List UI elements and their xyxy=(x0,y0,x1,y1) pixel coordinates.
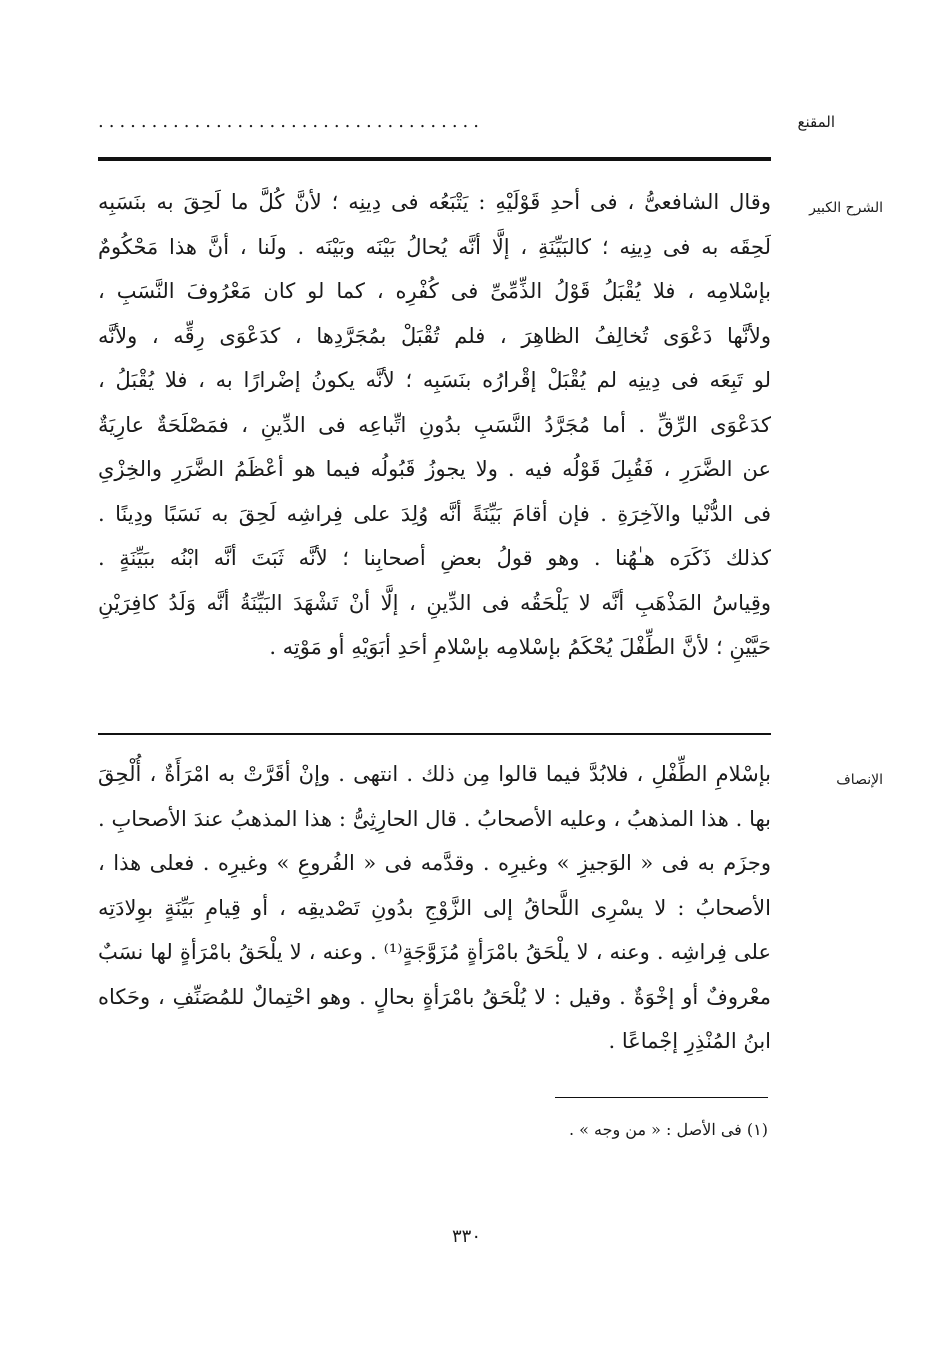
insaf-text-block xyxy=(98,752,771,1064)
section-divider xyxy=(98,733,771,735)
text-line: ولأنَّها دَعْوَى تُخالِفُ الظاهِرَ ، فلم تُقْبَلْ بمُجَرَّدِها ، كدَعْوَى رِقِّه ، ولأنَّه xyxy=(98,323,771,348)
text-line: فى الدُّنْيا والآخِرَةِ . فإن أقامَ بَيِّنَةً أنَّه وُلِدَ على فِراشِه لَحِقَ به نَسَبًا ودِينًا . xyxy=(98,501,771,526)
text-line: ابنُ المُنْذِرِ إجْماعًا . xyxy=(608,1029,771,1053)
text-line: بإسْلامِ الطِّفْلِ ، فلابُدَّ فيما قالوا مِن ذلك . انتهى . وإنْ أقَرَّتْ به امْرَأَةٌ ، أُلْحِقَ xyxy=(98,762,771,786)
page-number: ٣٣٠ xyxy=(451,1226,481,1247)
header-rule xyxy=(98,157,771,161)
text-line: كذلك ذَكَرَه هـٰهُنا . وهو قولُ بعضِ أصحابِنا ؛ لأنَّه ثَبَتَ أنَّه ابْنُه ببَيِّنَةٍ . xyxy=(98,546,771,570)
text-line: الأصحابُ : لا يسْرِى اللَّحاقُ إلى الزَّوْجِ بدُونِ تَصْديقِه ، أو قِيامِ بَيِّنَةٍ بوِلادَتِه xyxy=(98,895,771,920)
section-label-insaf: الإنصاف xyxy=(836,772,883,788)
section-label-sharh: الشرح الكبير xyxy=(809,200,883,216)
text-line: بها . هذا المذهبُ ، وعليه الأصحابُ . قال الحارِثِىُّ : هذا المذهبُ عندَ الأصحابِ . xyxy=(98,806,771,831)
text-line: وجزَم به فى « الوَجيزِ » وغيرِه . وقدَّمه فى « الفُروعِ » وغيرِه . فعلى هذا ، xyxy=(98,851,771,875)
footnote: (١) فى الأصل : « من وجه » . xyxy=(568,1120,768,1139)
text-line: كدَعْوَى الرِّقِّ . أما مُجَرَّدُ النَّسَبِ بدُونِ اتِّباعِه فى الدِّينِ ، فمَصْلَحَةٌ عارِيَةٌ xyxy=(98,412,771,437)
text-line: وقِياسُ المَذْهَبِ أنَّه لا يَلْحَقُه فى الدِّينِ ، إلَّا أنْ تَشْهَدَ البَيِّنَةُ أنَّه وَلَدُ كافِرَيْنِ xyxy=(98,590,771,615)
book-title: المقنع xyxy=(797,113,835,131)
text-line: حَيَّيْنِ ؛ لأنَّ الطِّفْلَ يُحْكَمُ بإسْلامِه بإسْلامِ أحَدِ أبَوَيْهِ أو مَوْتِه . xyxy=(269,635,771,659)
text-line: على فِراشِه . وعنه ، لا يلْحَقُ بامْرَأةٍ مُزَوَّجَةٍ⁽¹⁾ . وعنه ، لا يلْحَقُ بامْرَأةٍ لها نسَبٌ xyxy=(98,940,771,964)
text-line: لو تَبِعَه فى دِينِه لم يُقْبَلْ إقْرارُه بنَسَبِه ؛ لأنَّه يكونُ إضْرارًا به ، فلا يُقْبَلُ ، xyxy=(98,368,771,392)
text-line: بإسْلامِه ، فلا يُقْبَلُ قَوْلُ الذِّمِّىِّ فى كُفْرِه ، كما لو كان مَعْرُوفَ النَّسَبِ ، xyxy=(98,279,771,303)
text-line: وقال الشافعىُّ ، فى أحدِ قَوْلَيْهِ : يَتْبَعُه فى دِينِه ؛ لأنَّ كُلَّ ما لَحِقَ به بنَسَبِه xyxy=(98,190,771,214)
text-line: معْروفٌ أو إخْوَةٌ . وقيل : لا يُلْحَقُ بامْرَأةٍ بحالٍ . وهو احْتِمالٌ للمُصَنِّفِ ، وحَكاه xyxy=(98,984,771,1009)
text-line: عن الضَّرَرِ ، فَقُبِلَ قَوْلُه فيه . ولا يجوزُ قَبُولُه فيما هو أعْظَمُ الضَّرَرِ والخِزْىِ xyxy=(98,457,771,481)
text-line: لَحِقَه به فى دِينِه ؛ كالبَيِّنَةِ ، إلَّا أنَّه يُحالُ بَيْنَه وبَيْنَه . ولَنا ، أنَّ هذا مَحْكُومٌ xyxy=(98,234,771,259)
sharh-text-block xyxy=(98,180,771,670)
footnote-rule xyxy=(555,1097,768,1098)
header-dots: .................................... xyxy=(98,111,484,132)
